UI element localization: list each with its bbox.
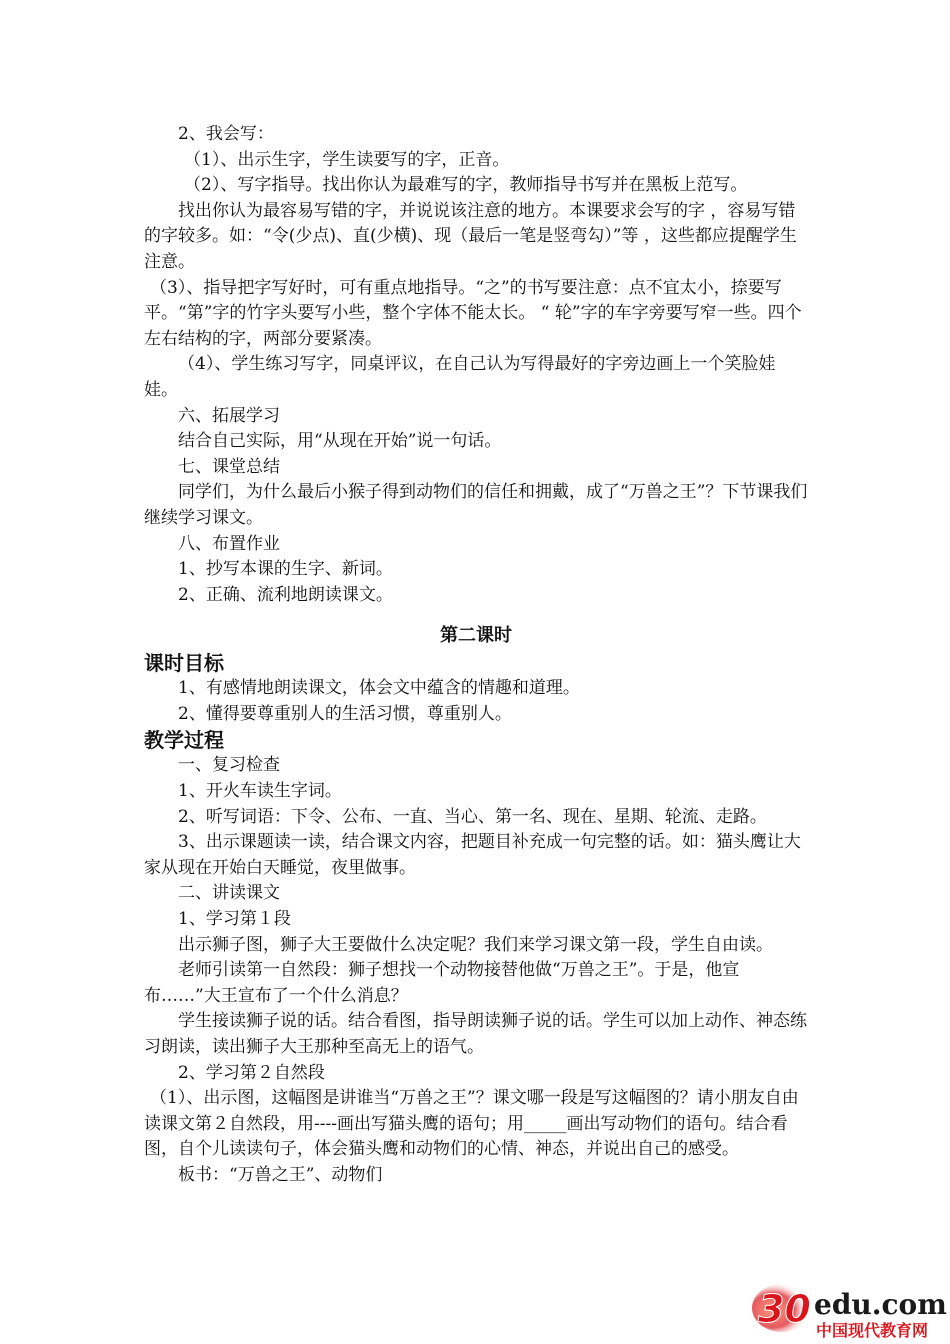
paragraph: 2、听写词语：下令、公布、一直、当心、第一名、现在、星期、轮流、走路。: [178, 806, 767, 827]
paragraph: （4）、学生练习写字，同桌评议，在自己认为写得最好的字旁边画上一个笑脸娃娃。: [144, 354, 776, 400]
paragraph: 2、懂得要尊重别人的生活习惯，尊重别人。: [178, 703, 512, 724]
paragraph: 结合自己实际，用“从现在开始”说一句话。: [178, 431, 502, 452]
paragraph: 找出你认为最容易写错的字，并说说该注意的地方。本课要求会写的字 ，容易写错的字较多。如：“令(少点)、直(少横)、现（最后一笔是竖弯勾）”等 ，这些都应提醒学生注意。: [144, 200, 797, 272]
paragraph: 一、复习检查: [178, 755, 280, 776]
logo-domain: edu.com: [814, 1288, 947, 1321]
paragraph: 板书：“万兽之王”、动物们: [178, 1164, 383, 1185]
paragraph: （1）、出示生字，学生读要写的字，正音。: [184, 149, 510, 170]
site-logo: [752, 1278, 948, 1342]
paragraph: 2、正确、流利地朗读课文。: [178, 584, 393, 605]
paragraph: 七、课堂总结: [178, 456, 280, 477]
paragraph: 1、有感情地朗读课文，体会文中蕴含的情趣和道理。: [178, 678, 580, 699]
lesson-heading: 第二课时: [440, 625, 512, 647]
paragraph: （3）、指导把字写好时，可有重点地指导。“之”的书写要注意：点不宜太小，捺要写平。“第”字的竹字头要写小些，整个字体不能太长。 “ 轮”字的车字旁要写窄一些。四个左右结构的字，两部分要紧凑。: [144, 277, 802, 349]
paragraph: 出示狮子图，狮子大王要做什么决定呢？我们来学习课文第一段，学生自由读。: [178, 934, 773, 955]
paragraph: 1、学习第１段: [178, 909, 291, 930]
paragraph: 2、学习第２自然段: [178, 1062, 325, 1083]
paragraph: （2）、写字指导。找出你认为最难写的字，教师指导书写并在黑板上范写。: [184, 175, 748, 196]
logo-number: 30: [758, 1287, 811, 1331]
section-heading: 课时目标: [144, 651, 224, 676]
section-heading: 教学过程: [144, 728, 224, 753]
paragraph: 1、开火车读生字词。: [178, 781, 342, 802]
paragraph: 3、出示课题读一读，结合课文内容，把题目补充成一句完整的话。如：猫头鹰让大家从现在开始白天睡觉，夜里做事。: [144, 832, 801, 878]
paragraph: 学生接读狮子说的话。结合看图，指导朗读狮子说的话。学生可以加上动作、神态练习朗读，读出狮子大王那种至高无上的语气。: [144, 1011, 807, 1057]
paragraph: 老师引读第一自然段：狮子想找一个动物接替他做“万兽之王”。于是，他宣布……”大王宣布了一个什么消息？: [144, 960, 740, 1006]
paragraph: 同学们，为什么最后小猴子得到动物们的信任和拥戴，成了“万兽之王”？下节课我们继续学习课文。: [144, 482, 808, 528]
paragraph: 2、我会写：: [178, 124, 274, 144]
paragraph: （1）、出示图，这幅图是讲谁当“万兽之王”？课文哪一段是写这幅图的？请小朋友自由读课文第２自然段，用----画出写猫头鹰的语句；用_____画出写动物们的语句。结合看图，自个儿读读句子，体会猫头鹰和动物们的心情、神态，并说出自己的感受。: [144, 1088, 799, 1160]
paragraph: 1、抄写本课的生字、新词。: [178, 559, 393, 580]
document-body: [144, 122, 808, 1189]
paragraph: 六、拓展学习: [178, 405, 280, 426]
paragraph: 八、布置作业: [178, 533, 280, 554]
logo-site-name: 中国现代教育网: [816, 1321, 929, 1340]
paragraph: 二、讲读课文: [178, 883, 280, 904]
